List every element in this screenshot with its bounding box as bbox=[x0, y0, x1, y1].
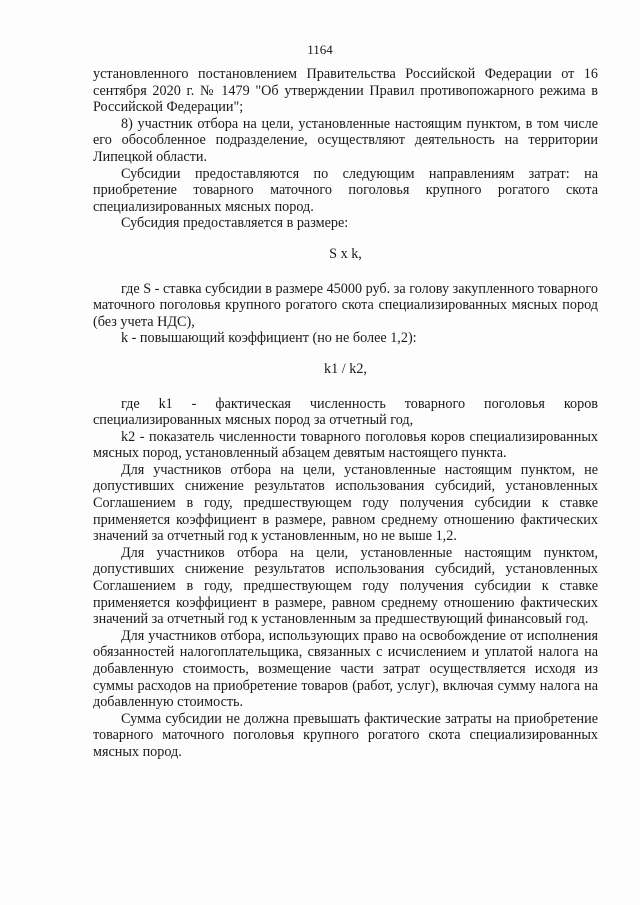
paragraph-coefficient-definition: k - повышающий коэффициент (но не более 1,2): bbox=[121, 330, 417, 347]
paragraph-no-decrease-rule: Для участников отбора на цели, установленные настоящим пунктом, не допустивших снижение результатов использования субсидий, установленных Соглашением в году, предшествующем году получения субсидии к ставке применяется коэффициент в размере, равном среднему отношению фактических значений за отчетный год к установленным, но не выше 1,2. bbox=[93, 461, 598, 545]
paragraph-regulation-reference: установленного постановлением Правительства Российской Федерации от 16 сентября 2020 г. № 1479 "Об утверждении Правил противопожарного режима в Российской Федерации"; bbox=[93, 66, 598, 116]
paragraph-decrease-rule: Для участников отбора на цели, установленные настоящим пунктом, допустивших снижение результатов использования субсидий, установленных Соглашением в году, предшествующем году получения субсидии к ставке применяется коэффициент в размере, равном среднему отношению фактических значений за отчетный год к установленным за предшествующий финансовый год. bbox=[93, 544, 598, 628]
paragraph-subsidy-limit: Сумма субсидии не должна превышать фактические затраты на приобретение товарного маточного поголовья крупного рогатого скота специализированных мясных пород. bbox=[93, 710, 598, 760]
document-body bbox=[93, 66, 598, 761]
paragraph-rate-definition: где S - ставка субсидии в размере 45000 руб. за голову закупленного товарного маточного поголовья крупного рогатого скота специализированных мясных пород (без учета НДС), bbox=[93, 280, 598, 330]
paragraph-subsidy-amount-intro: Субсидия предоставляется в размере: bbox=[121, 215, 349, 232]
paragraph-vat-exemption-rule: Для участников отбора, использующих право на освобождение от исполнения обязанностей налогоплательщика, связанных с исчислением и уплатой налога на добавленную стоимость, возмещение части затрат осуществляется исходя из суммы расходов на приобретение товаров (работ, услуг), включая сумму налога на добавленную стоимость. bbox=[93, 627, 598, 711]
paragraph-k2-definition: k2 - показатель численности товарного поголовья коров специализированных мясных пород, установленный абзацем девятым настоящего пункта. bbox=[93, 428, 598, 462]
formula-subsidy: S x k, bbox=[329, 245, 362, 262]
formula-coefficient: k1 / k2, bbox=[324, 360, 367, 377]
paragraph-subsidy-directions: Субсидии предоставляются по следующим направлениям затрат: на приобретение товарного маточного поголовья крупного рогатого скота специализированных мясных пород. bbox=[93, 165, 598, 215]
page-number: 1164 bbox=[307, 42, 333, 57]
paragraph-k1-definition: где k1 - фактическая численность товарного поголовья коров специализированных мясных пород за отчетный год, bbox=[93, 395, 598, 429]
paragraph-condition-8: 8) участник отбора на цели, установленные настоящим пунктом, в том числе его обособленное подразделение, осуществляют деятельность на территории Липецкой области. bbox=[93, 115, 598, 165]
